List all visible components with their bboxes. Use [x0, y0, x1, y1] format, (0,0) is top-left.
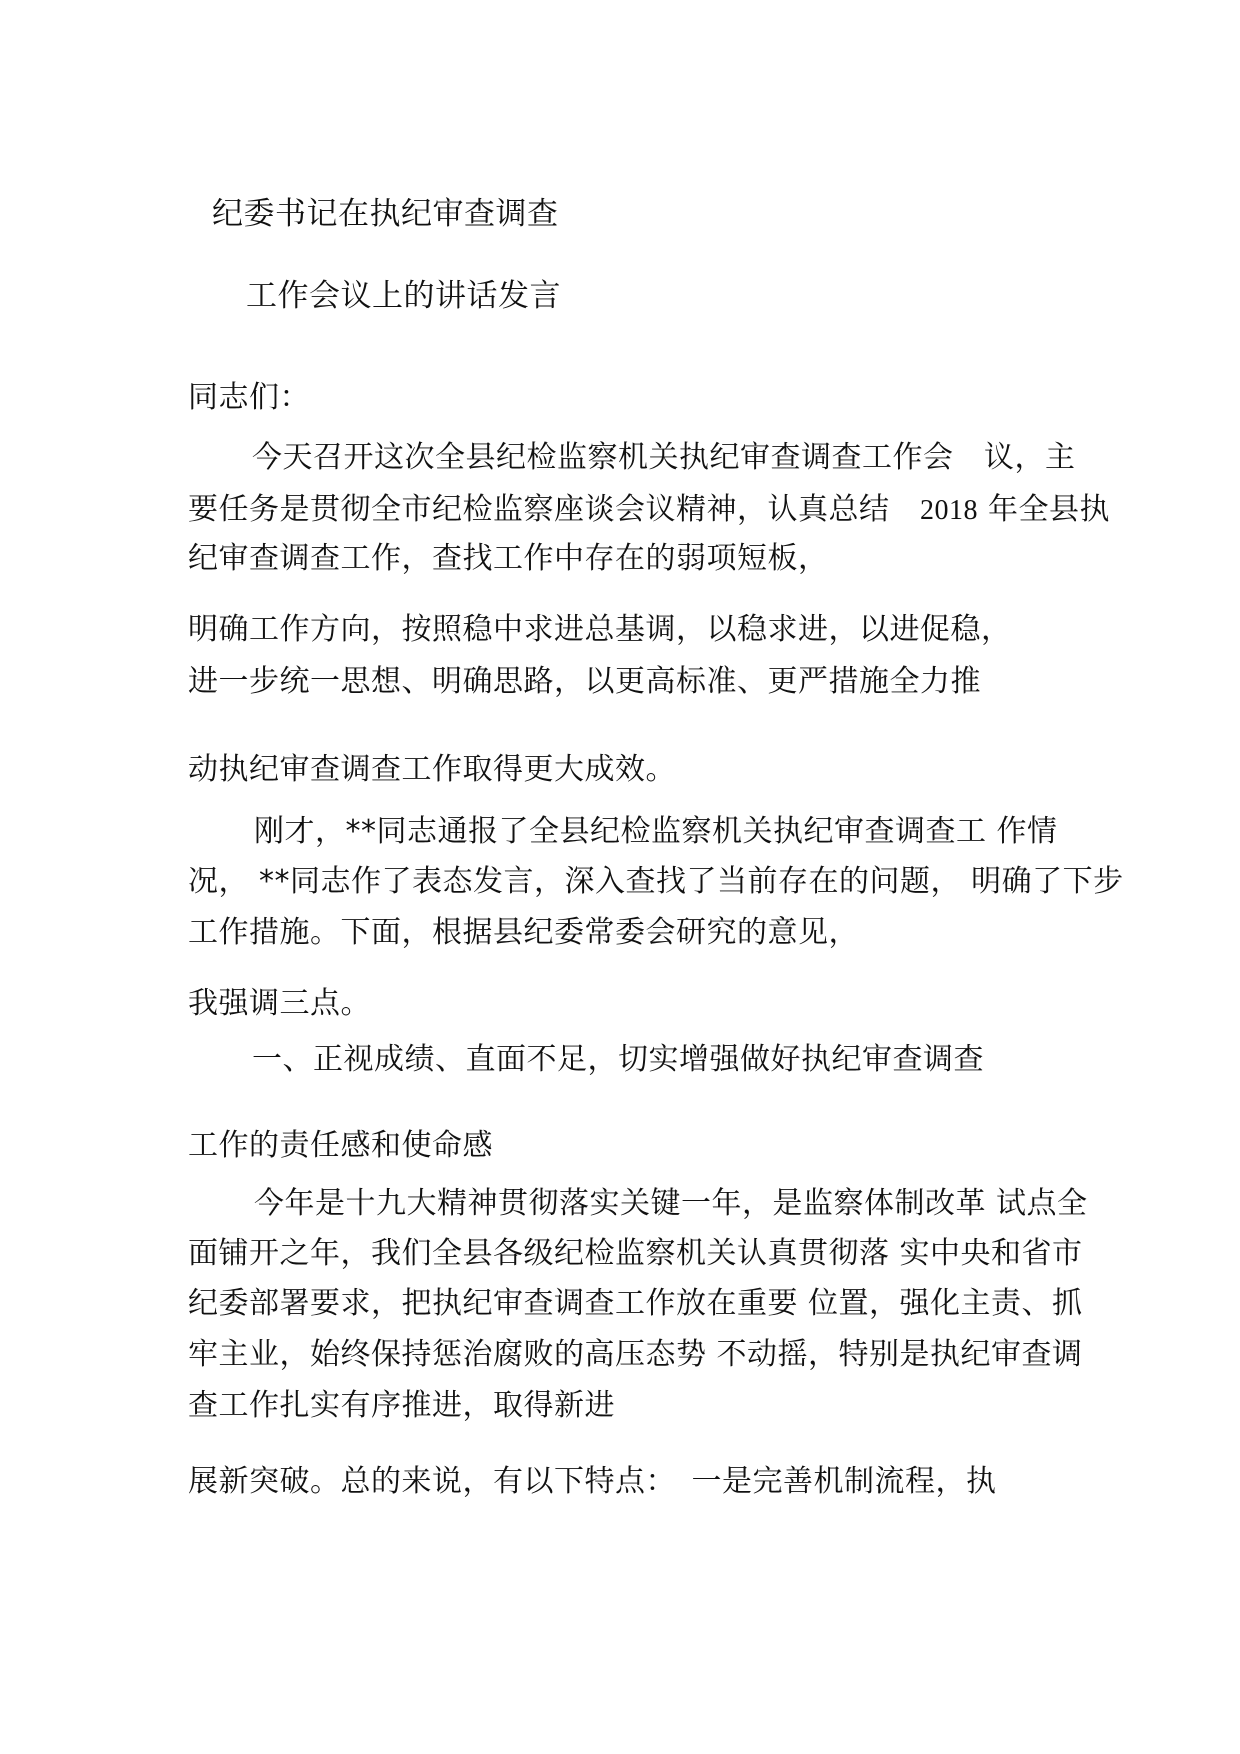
paragraph-1-line-6: 动执纪审查调查工作取得更大成效。	[188, 752, 676, 787]
year-number: 2018	[920, 495, 978, 526]
paragraph-1-line-4: 明确工作方向，按照稳中求进总基调，以稳求进，以进促稳，	[188, 612, 1012, 647]
paragraph-2-line-1: 刚才，**同志通报了全县纪检监察机关执纪审查调查工 作情	[254, 814, 1058, 849]
paragraph-3-line-2: 面铺开之年，我们全县各级纪检监察机关认真贯彻落 实中央和省市	[188, 1236, 1083, 1271]
paragraph-1-line-5: 进一步统一思想、明确思路，以更高标准、更严措施全力推	[188, 664, 981, 699]
salutation: 同志们：	[188, 380, 310, 415]
paragraph-3-line-4: 牢主业，始终保持惩治腐败的高压态势 不动摇，特别是执纪审查调	[188, 1337, 1083, 1372]
paragraph-3-line-6: 展新突破。总的来说，有以下特点： 一是完善机制流程，执	[188, 1464, 997, 1499]
paragraph-1-line-2	[188, 492, 1110, 529]
paragraph-2-line-4: 我强调三点。	[188, 986, 371, 1021]
paragraph-3-line-3: 纪委部署要求，把执纪审查调查工作放在重要 位置，强化主责、抓	[188, 1286, 1083, 1321]
title-line-2: 工作会议上的讲话发言	[246, 278, 561, 314]
section-heading-1-line-1: 一、正视成绩、直面不足，切实增强做好执纪审查调查	[252, 1042, 984, 1077]
title-line-1: 纪委书记在执纪审查调查	[212, 196, 559, 232]
paragraph-3-line-5: 查工作扎实有序推进，取得新进	[188, 1388, 615, 1423]
paragraph-1-line-2-pre: 要任务是贯彻全市纪检监察座谈会议精神，认真总结	[188, 492, 920, 527]
paragraph-1-line-3: 纪审查调查工作，查找工作中存在的弱项短板，	[188, 541, 829, 576]
paragraph-1-line-2-post: 年全县执	[978, 492, 1111, 527]
section-heading-1-line-2: 工作的责任感和使命感	[188, 1128, 493, 1163]
paragraph-2-line-2: 况， **同志作了表态发言，深入查找了当前存在的问题， 明确了下步	[188, 864, 1124, 899]
paragraph-3-line-1: 今年是十九大精神贯彻落实关键一年，是监察体制改革 试点全	[254, 1186, 1088, 1221]
paragraph-2-line-3: 工作措施。下面，根据县纪委常委会研究的意见，	[188, 915, 859, 950]
paragraph-1-line-1: 今天召开这次全县纪检监察机关执纪审查调查工作会 议，主	[252, 440, 1076, 475]
